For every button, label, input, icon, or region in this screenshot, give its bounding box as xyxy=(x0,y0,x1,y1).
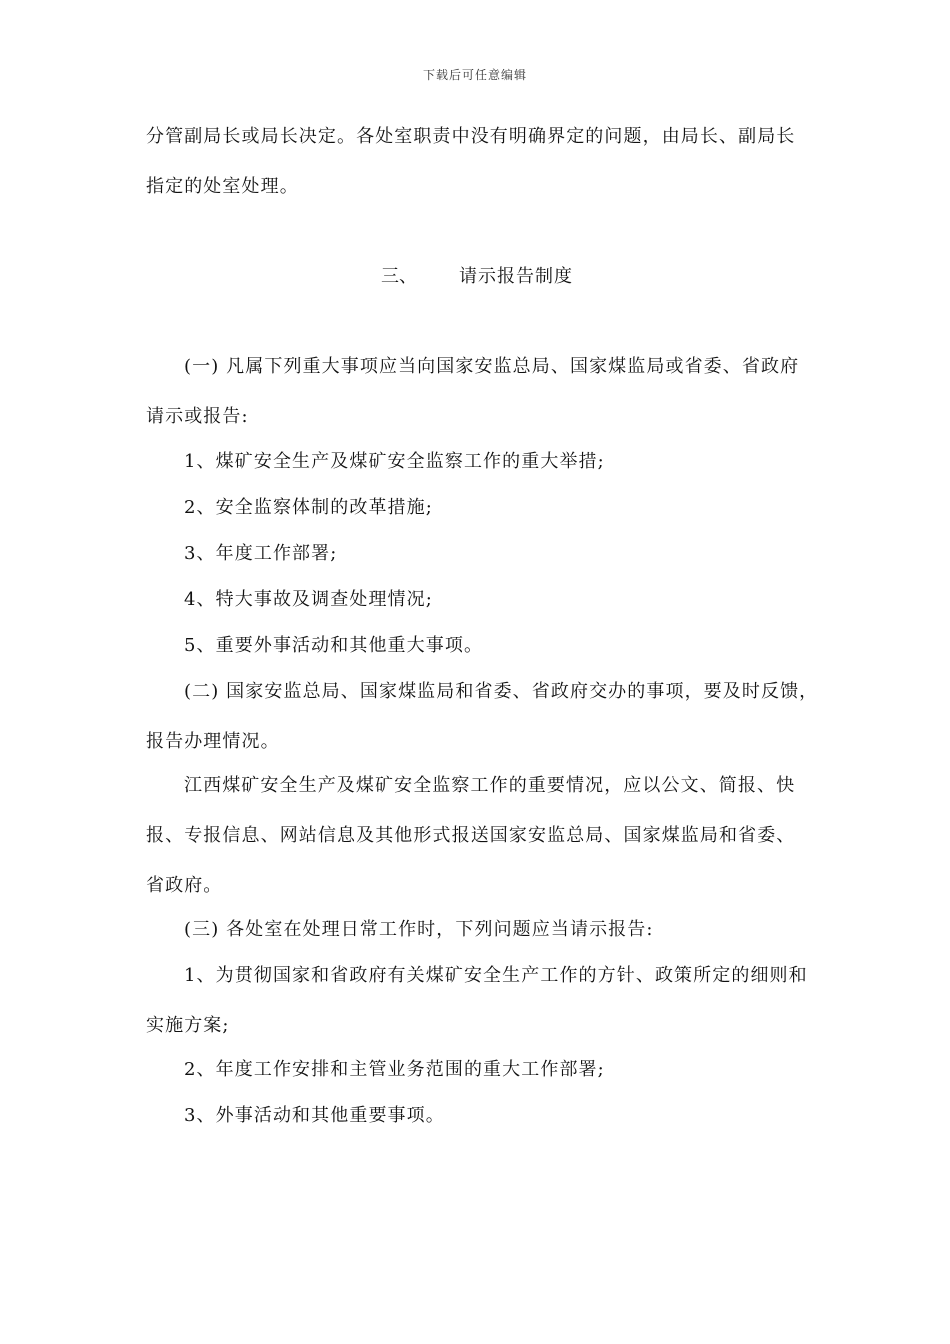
paragraph-line: 指定的处室处理。 xyxy=(146,176,299,197)
list-item: 1、为贯彻国家和省政府有关煤矿安全生产工作的方针、政策所定的细则和 xyxy=(184,965,808,986)
paragraph-line: 请示或报告: xyxy=(146,406,249,427)
list-item: 3、年度工作部署; xyxy=(184,543,338,564)
paragraph-line: (三) 各处室在处理日常工作时，下列问题应当请示报告: xyxy=(184,919,654,940)
paragraph-line: 报、专报信息、网站信息及其他形式报送国家安监总局、国家煤监局和省委、 xyxy=(146,825,796,846)
paragraph-line: (一) 凡属下列重大事项应当向国家安监总局、国家煤监局或省委、省政府 xyxy=(184,356,800,377)
paragraph-line: 江西煤矿安全生产及煤矿安全监察工作的重要情况，应以公文、简报、快 xyxy=(184,775,796,796)
paragraph-line: 分管副局长或局长决定。各处室职责中没有明确界定的问题，由局长、副局长 xyxy=(146,126,796,147)
list-item: 3、外事活动和其他重要事项。 xyxy=(184,1105,445,1126)
list-item: 5、重要外事活动和其他重大事项。 xyxy=(184,635,484,656)
list-item: 4、特大事故及调查处理情况; xyxy=(184,589,433,610)
section-number: 三、 xyxy=(381,266,417,287)
paragraph-line: 省政府。 xyxy=(146,875,223,896)
paragraph-line: (二) 国家安监总局、国家煤监局和省委、省政府交办的事项，要及时反馈， xyxy=(184,681,819,702)
list-item: 2、安全监察体制的改革措施; xyxy=(184,497,433,518)
list-item: 1、煤矿安全生产及煤矿安全监察工作的重大举措; xyxy=(184,451,605,472)
page-header-note: 下载后可任意编辑 xyxy=(422,68,527,82)
list-item: 实施方案; xyxy=(146,1015,230,1036)
section-title: 请示报告制度 xyxy=(459,266,573,287)
list-item: 2、年度工作安排和主管业务范围的重大工作部署; xyxy=(184,1059,605,1080)
paragraph-line: 报告办理情况。 xyxy=(146,731,280,752)
